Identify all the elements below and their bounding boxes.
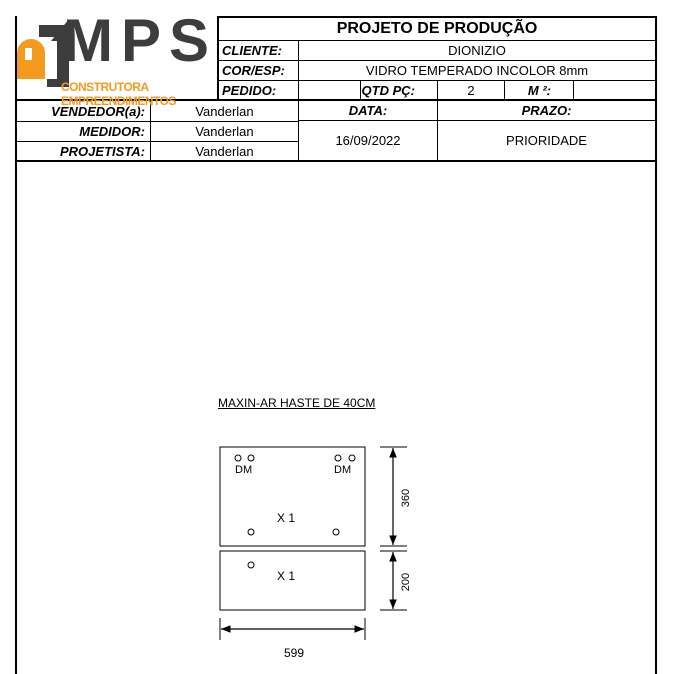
- hole-icon: [248, 529, 254, 535]
- medidor-value: Vanderlan: [195, 124, 254, 139]
- height-dim-top-label: 360: [400, 488, 412, 508]
- drawing-caption: MAXIN-AR HASTE DE 40CM: [218, 396, 376, 410]
- hole-icon: [333, 529, 339, 535]
- qtd-label: QTD PÇ:: [361, 82, 415, 98]
- prazo-label: PRAZO:: [521, 103, 572, 118]
- prazo-value: PRIORIDADE: [506, 133, 587, 148]
- projetista-value: Vanderlan: [195, 143, 254, 159]
- projetista-label: PROJETISTA:: [60, 143, 145, 159]
- logo-subtitle: CONSTRUTORA EMPREENDIMENTOS: [61, 80, 176, 108]
- cliente-label: CLIENTE:: [222, 43, 282, 58]
- width-dim-label: 599: [283, 646, 305, 660]
- hole-label-left: DM: [235, 464, 253, 476]
- qtd-value: 2: [467, 82, 475, 98]
- hole-icon: [235, 455, 241, 461]
- cor-esp-value: VIDRO TEMPERADO INCOLOR 8mm: [365, 63, 589, 78]
- hole-label-right: DM: [334, 464, 352, 476]
- cliente-value: DIONIZIO: [448, 43, 506, 58]
- vendedor-label: VENDEDOR(a):: [51, 103, 145, 119]
- hole-icon: [248, 562, 254, 568]
- hole-icon: [248, 455, 254, 461]
- height-dim-bottom-label: 200: [400, 572, 412, 592]
- data-label: DATA:: [348, 103, 388, 118]
- hole-icon: [335, 455, 341, 461]
- data-value: 16/09/2022: [335, 133, 401, 148]
- page-title: PROJETO DE PRODUÇÃO: [336, 20, 538, 37]
- pedido-label: PEDIDO:: [222, 82, 277, 98]
- vendedor-value: Vanderlan: [195, 103, 254, 119]
- logo-letters: MPS: [63, 7, 218, 74]
- hole-icon: [349, 455, 355, 461]
- medidor-label: MEDIDOR:: [79, 124, 145, 139]
- bottom-panel-quantity: X 1: [277, 569, 296, 583]
- m2-label: M ²:: [527, 82, 551, 98]
- cor-esp-label: COR/ESP:: [222, 63, 285, 78]
- top-glass-panel: [220, 447, 365, 546]
- top-panel-quantity: X 1: [277, 511, 296, 525]
